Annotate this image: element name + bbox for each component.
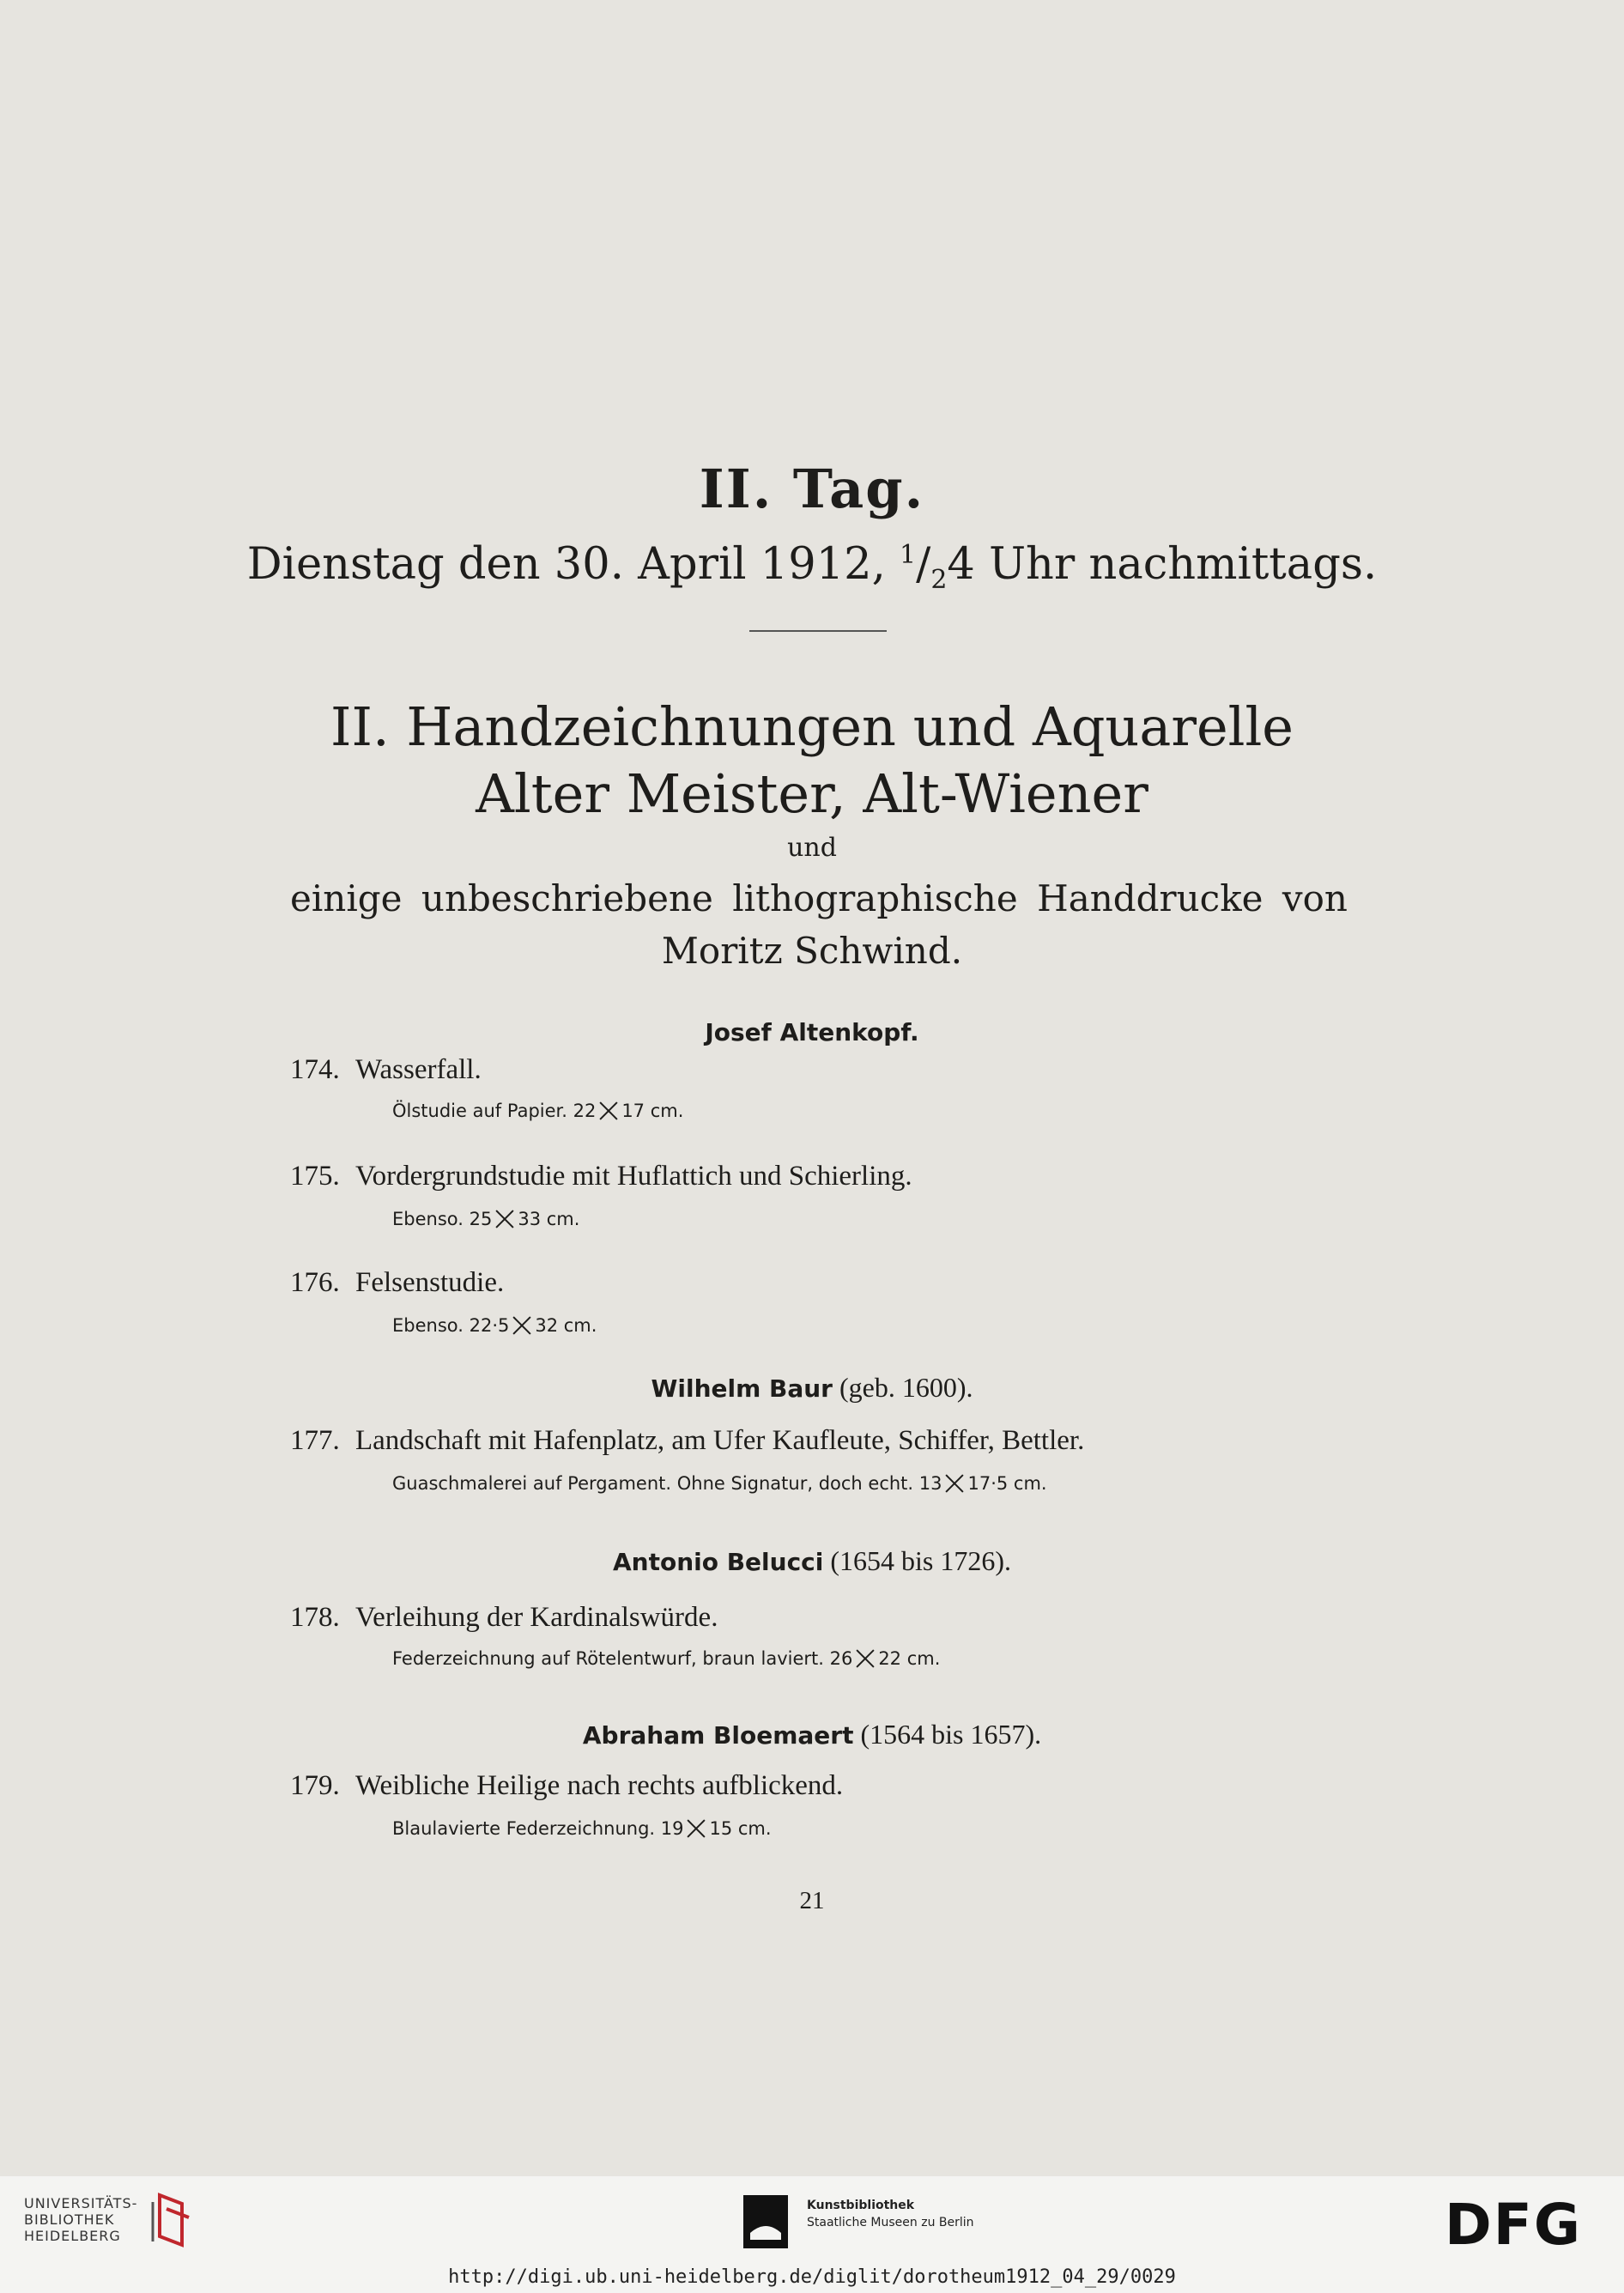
lot-title: Vordergrundstudie mit Huflattich und Schierling. xyxy=(355,1161,912,1192)
lot-number: 179. xyxy=(290,1770,340,1801)
artist-heading: Antonio Belucci (1654 bis 1726). xyxy=(612,1545,1012,1576)
section-subtitle-name: Moritz Schwind. xyxy=(661,930,963,972)
lot-number: 174. xyxy=(290,1054,340,1085)
lot-description: Ölstudie auf Papier. 22 17 cm. xyxy=(392,1101,684,1121)
times-icon xyxy=(856,1649,875,1668)
times-icon xyxy=(512,1316,531,1335)
lot-title: Felsenstudie. xyxy=(355,1267,505,1298)
subtitle-word: unbeschriebene xyxy=(421,877,713,919)
subtitle-word: von xyxy=(1282,877,1348,919)
times-icon xyxy=(945,1474,964,1493)
lot-title: Verleihung der Kardinalswürde. xyxy=(355,1602,718,1633)
lot-description: Federzeichnung auf Rötelentwurf, braun laviert. 26 22 cm. xyxy=(392,1648,941,1669)
dfg-logo[interactable]: DFG xyxy=(1445,2192,1583,2258)
artist-heading: Abraham Bloemaert (1564 bis 1657). xyxy=(582,1719,1042,1750)
page-url[interactable]: http://digi.ub.uni-heidelberg.de/diglit/dorotheum1912_04_29/0029 xyxy=(0,2262,1624,2293)
lot-description: Ebenso. 22·5 32 cm. xyxy=(392,1315,597,1336)
section-title-und: und xyxy=(787,833,837,863)
times-icon xyxy=(495,1210,514,1228)
kunstbibliothek-label[interactable]: Kunstbibliothek Staatliche Museen zu Berlin xyxy=(807,2199,974,2229)
lot-number: 178. xyxy=(290,1602,340,1633)
subtitle-word: lithographische xyxy=(732,877,1018,919)
times-icon xyxy=(687,1819,706,1838)
page-number: 21 xyxy=(799,1887,825,1914)
lot-title: Weibliche Heilige nach rechts aufblickend. xyxy=(355,1770,844,1801)
divider xyxy=(749,630,887,632)
lot-number: 177. xyxy=(290,1425,340,1456)
subtitle-word: einige xyxy=(290,877,403,919)
times-icon xyxy=(599,1101,618,1120)
kunstbibliothek-logo-icon xyxy=(743,2195,788,2248)
lot-description: Guaschmalerei auf Pergament. Ohne Signatur, doch echt. 13 17·5 cm. xyxy=(392,1473,1047,1494)
lot-title: Landschaft mit Hafenplatz, am Ufer Kaufleute, Schiffer, Bettler. xyxy=(355,1425,1085,1456)
artist-heading: Josef Altenkopf. xyxy=(705,1018,919,1046)
day-heading: II. Tag. xyxy=(699,458,925,520)
section-subtitle-line xyxy=(290,877,1348,919)
lot-number: 176. xyxy=(290,1267,340,1298)
heidelberg-emblem-icon xyxy=(148,2192,196,2248)
lot-title: Wasserfall. xyxy=(355,1054,482,1085)
viewer-footer xyxy=(0,2176,1624,2262)
lot-description: Blaulavierte Federzeichnung. 19 15 cm. xyxy=(392,1818,772,1839)
date-heading: Dienstag den 30. April 1912, $^1/_24$ Uhr nachmittags. xyxy=(246,539,1378,596)
heidelberg-logo[interactable]: UNIVERSITÄTS- BIBLIOTHEK HEIDELBERG xyxy=(24,2195,138,2244)
lot-number: 175. xyxy=(290,1161,340,1192)
section-title-line-2: Alter Meister, Alt-Wiener xyxy=(476,762,1148,825)
lot-description: Ebenso. 25 33 cm. xyxy=(392,1209,580,1229)
section-title-line-1: II. Handzeichnungen und Aquarelle xyxy=(330,695,1294,758)
subtitle-word: Handdrucke xyxy=(1037,877,1263,919)
artist-heading: Wilhelm Baur (geb. 1600). xyxy=(651,1372,973,1403)
